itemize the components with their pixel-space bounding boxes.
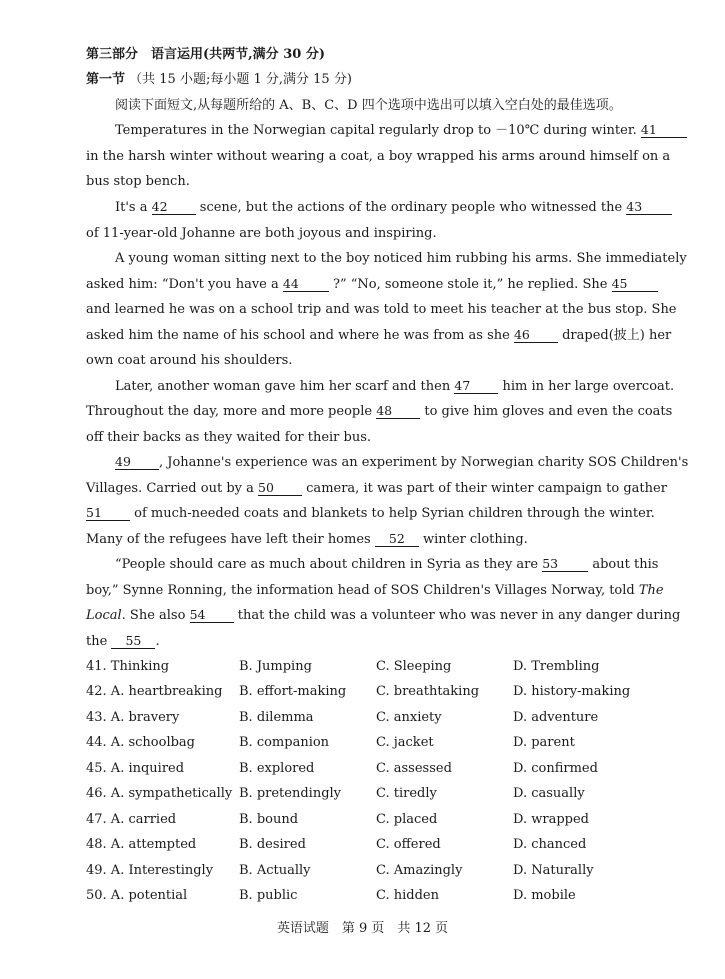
option-c: C. placed <box>376 812 438 827</box>
blank-42: 42 <box>152 200 196 215</box>
passage-line <box>86 327 672 345</box>
option-row <box>86 709 651 727</box>
option-a: 44. A. schoolbag <box>86 735 195 750</box>
passage-line <box>115 378 675 396</box>
option-c: C. breathtaking <box>376 684 480 699</box>
subsection-note: （共 15 小题;每小题 1 分,满分 15 分) <box>129 72 352 87</box>
option-b: B. bound <box>239 812 299 827</box>
passage-text: Temperatures in the Norwegian capital regularly drop to －10℃ during winter. <box>115 123 637 138</box>
blank-48: 48 <box>376 404 420 419</box>
option-row <box>86 734 651 752</box>
blank-49: 49 <box>115 455 159 470</box>
option-c: C. tiredly <box>376 786 437 801</box>
passage-text: the <box>86 634 108 649</box>
option-b: B. public <box>239 888 298 903</box>
option-c: C. jacket <box>376 735 434 750</box>
option-c: C. Sleeping <box>376 659 452 674</box>
option-row <box>86 811 651 829</box>
blank-45: 45 <box>612 277 658 292</box>
blank-50: 50 <box>258 481 302 496</box>
subsection-header: 第一节 <box>86 72 126 87</box>
blank-44: 44 <box>283 277 329 292</box>
blank-53: 53 <box>542 557 588 572</box>
option-a: 43. A. bravery <box>86 710 180 725</box>
passage-line: of 11-year-old Johanne are both joyous and inspiring. <box>86 226 437 241</box>
blank-52: 52 <box>375 532 419 547</box>
passage-line <box>86 633 651 651</box>
blank-47: 47 <box>454 379 498 394</box>
passage-text: ?” “No, someone stole it,” he replied. She <box>333 277 608 292</box>
option-a: 47. A. carried <box>86 812 177 827</box>
option-d: D. confirmed <box>513 761 598 776</box>
option-a: 45. A. inquired <box>86 761 185 776</box>
instruction: 阅读下面短文,从每题所给的 A、B、C、D 四个选项中选出可以填入空白处的最佳选项。 <box>115 98 622 113</box>
page-footer: 英语试题 第 9 页 共 12 页 <box>276 921 449 936</box>
blank-54: 54 <box>190 608 234 623</box>
blank-55: 55 <box>111 634 155 649</box>
passage-text: asked him: “Don't you have a <box>86 277 279 292</box>
option-c: C. assessed <box>376 761 452 776</box>
passage-text: scene, but the actions of the ordinary people who witnessed the <box>199 200 623 215</box>
option-b: B. effort-making <box>239 684 347 699</box>
passage-text: about this <box>592 557 659 572</box>
passage-text: camera, it was part of their winter campaign to gather <box>306 481 667 496</box>
passage-line <box>115 122 657 140</box>
passage-line: in the harsh winter without wearing a coat, a boy wrapped his arms around himself on a <box>86 149 671 164</box>
option-row <box>86 658 651 676</box>
passage-text: of much-needed coats and blankets to help Syrian children through the winter. <box>134 506 655 521</box>
option-a: 46. A. sympathetically <box>86 786 233 801</box>
passage-text: winter clothing. <box>423 532 528 547</box>
passage-text-italic: Local <box>86 608 122 623</box>
blank-46: 46 <box>514 328 558 343</box>
option-row <box>86 785 651 803</box>
passage-line <box>115 454 689 472</box>
passage-text: Throughout the day, more and more people <box>86 404 373 419</box>
option-d: D. casually <box>513 786 585 801</box>
option-d: D. Naturally <box>513 863 594 878</box>
passage-text: draped(披上) her <box>562 328 672 343</box>
option-d: D. history-making <box>513 684 631 699</box>
passage-line <box>115 199 651 217</box>
option-c: C. hidden <box>376 888 439 903</box>
passage-line <box>86 276 651 294</box>
passage-text: boy,” Synne Ronning, the information head of SOS Children's Villages Norway, told <box>86 583 635 598</box>
blank-51: 51 <box>86 506 130 521</box>
passage-line: A young woman sitting next to the boy noticed him rubbing his arms. She immediately <box>115 251 687 266</box>
option-row <box>86 760 651 778</box>
passage-text: It's a <box>115 200 148 215</box>
option-b: B. Jumping <box>239 659 312 674</box>
passage-text: , Johanne's experience was an experiment by Norwegian charity SOS Children's <box>159 455 689 470</box>
passage-text: asked him the name of his school and where he was from as she <box>86 328 510 343</box>
passage-line <box>86 582 664 600</box>
option-b: B. pretendingly <box>239 786 342 801</box>
passage-text: . <box>155 634 160 649</box>
passage-line <box>86 505 655 523</box>
passage-text: Villages. Carried out by a <box>86 481 254 496</box>
option-a: 50. A. potential <box>86 888 188 903</box>
passage-line: and learned he was on a school trip and was told to meet his teacher at the bus stop. She <box>86 302 677 317</box>
option-d: D. wrapped <box>513 812 589 827</box>
passage-text: that the child was a volunteer who was never in any danger during <box>237 608 681 623</box>
option-row <box>86 836 651 854</box>
option-row <box>86 683 651 701</box>
passage-text: to give him gloves and even the coats <box>424 404 673 419</box>
option-c: C. anxiety <box>376 710 442 725</box>
option-b: B. dilemma <box>239 710 314 725</box>
blank-41: 41 <box>641 123 687 138</box>
option-c: C. Amazingly <box>376 863 463 878</box>
option-b: B. desired <box>239 837 306 852</box>
passage-text: Many of the refugees have left their homes <box>86 532 371 547</box>
option-d: D. chanced <box>513 837 587 852</box>
subsection-line <box>86 71 651 89</box>
option-a: 49. A. Interestingly <box>86 863 214 878</box>
passage-line: bus stop bench. <box>86 174 190 189</box>
passage-text: him in her large overcoat. <box>502 379 675 394</box>
passage-line <box>86 531 651 549</box>
passage-text: Later, another woman gave him her scarf and then <box>115 379 451 394</box>
passage-line: off their backs as they waited for their bus. <box>86 430 372 445</box>
option-a: 41. Thinking <box>86 659 170 674</box>
option-d: D. mobile <box>513 888 576 903</box>
option-b: B. explored <box>239 761 315 776</box>
option-a: 42. A. heartbreaking <box>86 684 223 699</box>
section-header: 第三部分 语言运用(共两节,满分 30 分) <box>86 47 325 62</box>
option-d: D. Trembling <box>513 659 600 674</box>
passage-text: . She also <box>121 608 186 623</box>
option-d: D. parent <box>513 735 575 750</box>
passage-text: “People should care as much about children in Syria as they are <box>115 557 539 572</box>
option-row <box>86 887 651 905</box>
passage-line <box>86 403 673 421</box>
option-d: D. adventure <box>513 710 599 725</box>
option-a: 48. A. attempted <box>86 837 197 852</box>
blank-43: 43 <box>626 200 672 215</box>
option-b: B. companion <box>239 735 330 750</box>
passage-line <box>86 480 667 498</box>
passage-line: own coat around his shoulders. <box>86 353 293 368</box>
option-c: C. offered <box>376 837 441 852</box>
passage-line <box>115 556 659 574</box>
passage-line <box>86 607 681 625</box>
passage-text-italic: The <box>638 583 664 598</box>
option-b: B. Actually <box>239 863 311 878</box>
option-row <box>86 862 651 880</box>
